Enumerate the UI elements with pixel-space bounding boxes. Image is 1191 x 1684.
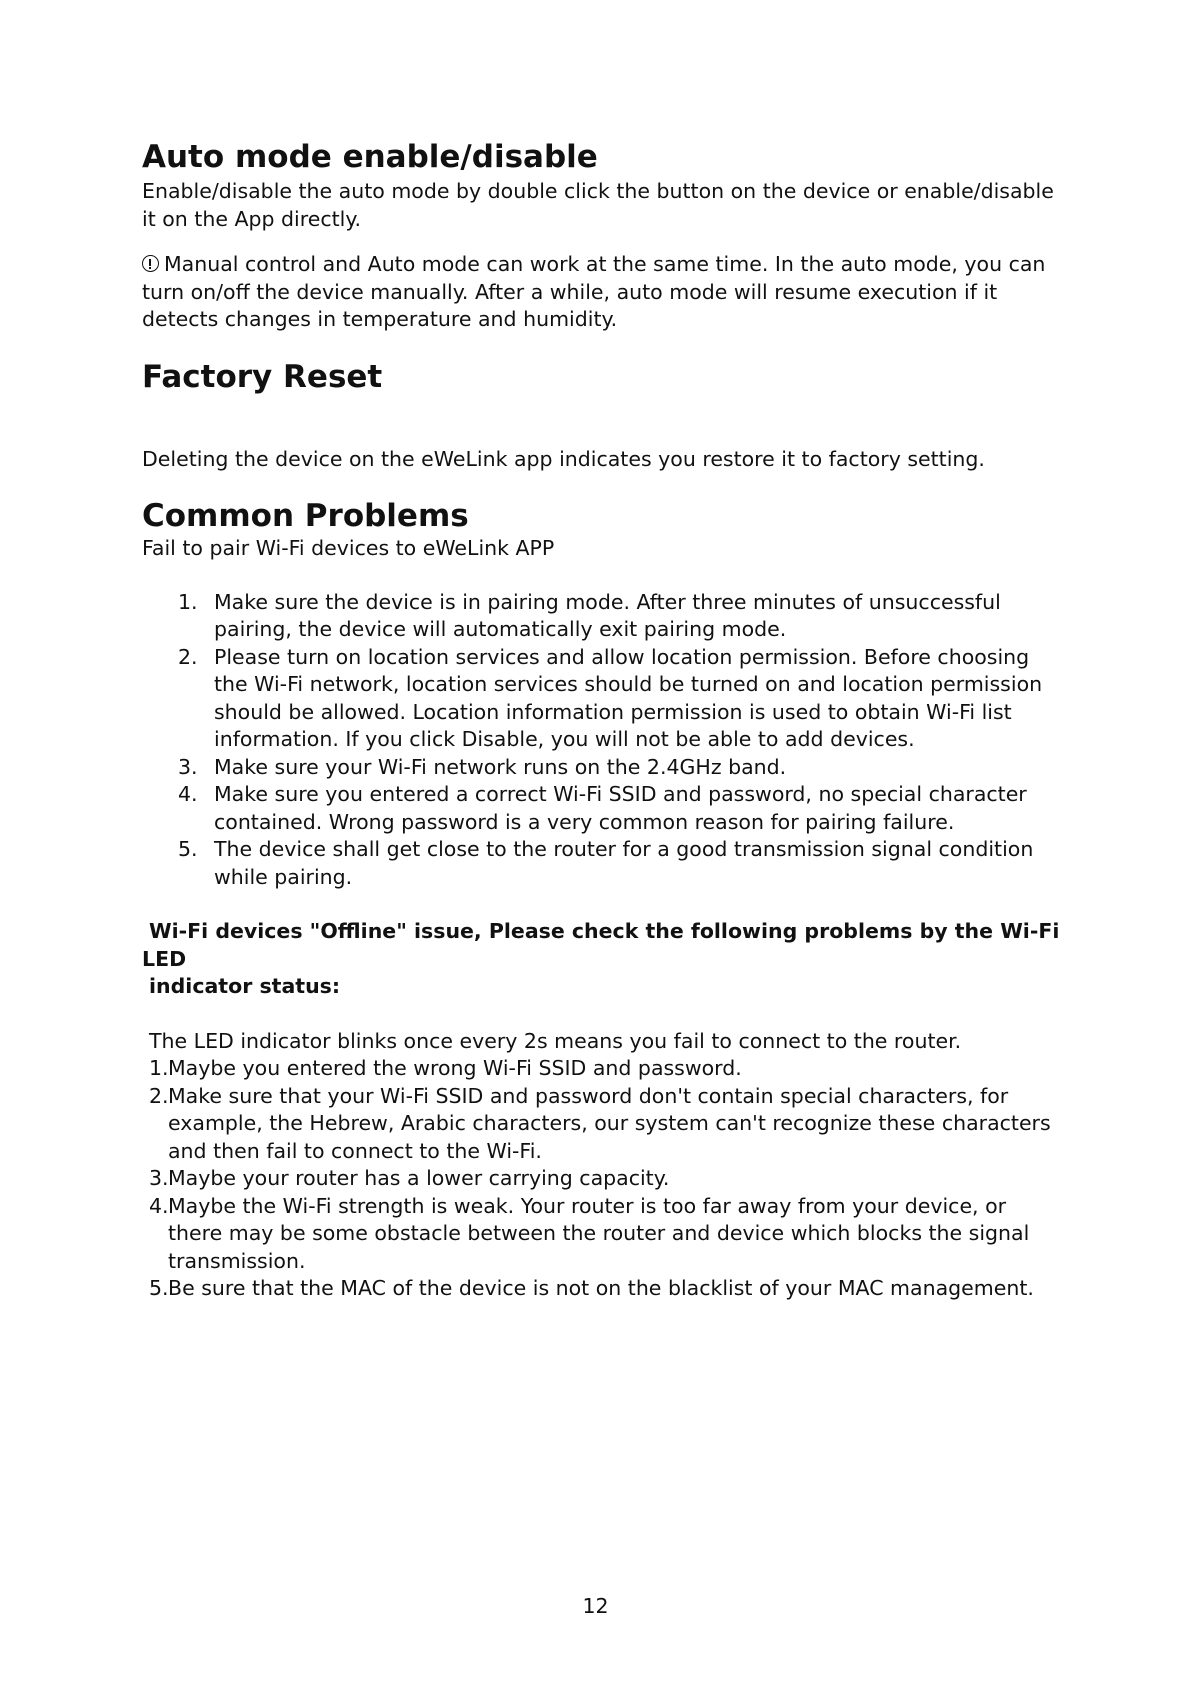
exclamation-circle-icon — [142, 255, 159, 272]
auto-mode-heading: Auto mode enable/disable — [142, 139, 598, 175]
offline-causes-list — [142, 1055, 1062, 1303]
offline-heading-line2: LED — [142, 946, 187, 971]
list-item — [142, 1165, 1062, 1193]
list-item-number: 5. — [149, 1276, 169, 1300]
list-item — [142, 1275, 1062, 1303]
list-item-number: 3. — [178, 754, 198, 779]
factory-reset-body: Deleting the device on the eWeLink app indicates you restore it to factory setting. — [142, 446, 985, 471]
list-item-number: 3. — [149, 1166, 169, 1190]
list-item-number: 4. — [149, 1193, 169, 1218]
list-item — [142, 1055, 1062, 1083]
common-problems-subtitle: Fail to pair Wi-Fi devices to eWeLink APP — [142, 536, 555, 560]
list-item — [142, 644, 1062, 754]
list-item — [142, 1083, 1062, 1166]
list-item — [142, 781, 1062, 836]
page-number: 12 — [582, 1594, 609, 1618]
list-item-text: Be sure that the MAC of the device is not on the blacklist of your MAC management. — [168, 1276, 1034, 1300]
offline-heading-line3: indicator status: — [149, 974, 341, 998]
list-item-text: Maybe the Wi-Fi strength is weak. Your router is too far away from your device, or there may be some obstacle between the router and device which blocks the signal transmission. — [168, 1193, 1030, 1273]
list-item-text: The device shall get close to the router for a good transmission signal condition while pairing. — [214, 837, 1034, 889]
list-item-number: 2. — [178, 644, 198, 669]
list-item-text: Make sure that your Wi-Fi SSID and password don't contain special characters, for example, the Hebrew, Arabic characters, our system can't recognize these characters and then fail to connect to the Wi-Fi. — [168, 1083, 1051, 1163]
list-item-number: 2. — [149, 1083, 169, 1108]
list-item — [142, 754, 1062, 782]
factory-reset-heading: Factory Reset — [142, 358, 383, 395]
list-item-text: Maybe you entered the wrong Wi-Fi SSID and password. — [168, 1056, 742, 1080]
list-item-number: 4. — [178, 782, 198, 806]
common-problems-heading: Common Problems — [142, 498, 469, 534]
list-item-text: Please turn on location services and allow location permission. Before choosing the Wi-Fi network, location services should be turned on and location permission should be allowed. Location information permission is used to obtain Wi-Fi list information. If you click Disable, you will not be able to add devices. — [214, 644, 1043, 751]
pairing-steps-list — [142, 589, 1062, 892]
list-item-number: 5. — [178, 837, 198, 861]
list-item-number: 1. — [178, 589, 198, 614]
page-content — [142, 138, 1062, 1303]
list-item-text: Maybe your router has a lower carrying capacity. — [168, 1166, 670, 1190]
list-item-number: 1. — [149, 1056, 169, 1080]
auto-mode-body: Enable/disable the auto mode by double click the button on the device or enable/disable it on the App directly. — [142, 179, 1054, 231]
list-item-text: Make sure the device is in pairing mode. After three minutes of unsuccessful pairing, the device will automatically exit pairing mode. — [214, 589, 1001, 641]
offline-heading-line1: Wi-Fi devices "Offline" issue, Please check the following problems by the Wi-Fi — [149, 919, 1060, 943]
list-item-text: Make sure your Wi-Fi network runs on the 2.4GHz band. — [214, 754, 787, 779]
led-intro-text: The LED indicator blinks once every 2s means you fail to connect to the router. — [149, 1028, 962, 1053]
auto-mode-note-text: Manual control and Auto mode can work at the same time. In the auto mode, you can turn on/off the device manually. After a while, auto mode will resume execution if it detects changes in temperature and humidity. — [142, 252, 1046, 331]
list-item-text: Make sure you entered a correct Wi-Fi SSID and password, no special character contained. Wrong password is a very common reason for pairing failure. — [214, 782, 1027, 834]
list-item — [142, 1193, 1062, 1276]
list-item — [142, 589, 1062, 644]
offline-issue-heading — [142, 918, 1062, 1001]
list-item — [142, 836, 1062, 891]
auto-mode-note — [142, 251, 1062, 334]
